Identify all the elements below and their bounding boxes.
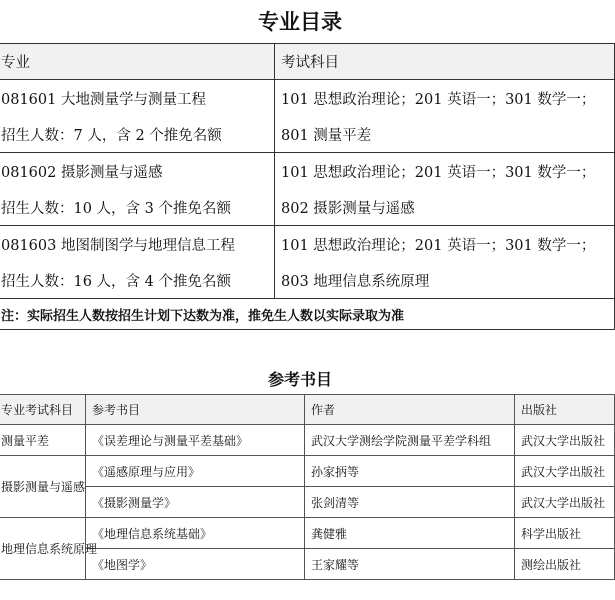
reference-books-table <box>0 394 615 580</box>
note-row <box>0 299 615 330</box>
exam-special: 801 测量平差 <box>275 116 615 153</box>
author-cell: 龚健雅 <box>305 518 515 549</box>
subject-cell: 测量平差 <box>0 425 86 456</box>
publisher-cell: 武汉大学出版社 <box>515 456 615 487</box>
table-row <box>0 456 615 487</box>
major-name: 081601 大地测量学与测量工程 <box>0 80 275 117</box>
header-major: 专业 <box>0 44 275 80</box>
major-catalog-table <box>0 43 615 330</box>
book-cell: 《地图学》 <box>86 549 305 580</box>
table-row <box>0 80 615 117</box>
references-title: 参考书目 <box>267 370 332 389</box>
header-subject: 专业考试科目 <box>0 395 86 425</box>
table-row <box>0 487 615 518</box>
table-header-row <box>0 44 615 80</box>
author-cell: 武汉大学测绘学院测量平差学科组 <box>305 425 515 456</box>
catalog-note: 注：实际招生人数按招生计划下达数为准，推免生人数以实际录取为准 <box>0 299 615 330</box>
header-exam-subjects: 考试科目 <box>275 44 615 80</box>
header-author: 作者 <box>305 395 515 425</box>
author-cell: 孙家抦等 <box>305 456 515 487</box>
header-book: 参考书目 <box>86 395 305 425</box>
major-name: 081602 摄影测量与遥感 <box>0 153 275 190</box>
author-cell: 王家耀等 <box>305 549 515 580</box>
publisher-cell: 武汉大学出版社 <box>515 425 615 456</box>
book-cell: 《地理信息系统基础》 <box>86 518 305 549</box>
table-header-row <box>0 395 615 425</box>
publisher-cell: 测绘出版社 <box>515 549 615 580</box>
enrollment-quota: 招生人数：10 人，含 3 个推免名额 <box>0 189 275 226</box>
subject-cell: 地理信息系统原理 <box>0 518 86 580</box>
exam-common: 101 思想政治理论；201 英语一；301 数学一； <box>275 153 615 190</box>
enrollment-quota: 招生人数：7 人，含 2 个推免名额 <box>0 116 275 153</box>
table-row <box>0 189 615 226</box>
book-cell: 《误差理论与测量平差基础》 <box>86 425 305 456</box>
exam-common: 101 思想政治理论；201 英语一；301 数学一； <box>275 226 615 263</box>
major-name: 081603 地图制图学与地理信息工程 <box>0 226 275 263</box>
publisher-cell: 科学出版社 <box>515 518 615 549</box>
catalog-title: 专业目录 <box>258 10 342 34</box>
author-cell: 张剑清等 <box>305 487 515 518</box>
header-publisher: 出版社 <box>515 395 615 425</box>
table-row <box>0 226 615 263</box>
book-cell: 《遥感原理与应用》 <box>86 456 305 487</box>
table-row <box>0 425 615 456</box>
table-row <box>0 116 615 153</box>
exam-common: 101 思想政治理论；201 英语一；301 数学一； <box>275 80 615 117</box>
exam-special: 803 地理信息系统原理 <box>275 262 615 299</box>
exam-special: 802 摄影测量与遥感 <box>275 189 615 226</box>
book-cell: 《摄影测量学》 <box>86 487 305 518</box>
table-row <box>0 153 615 190</box>
publisher-cell: 武汉大学出版社 <box>515 487 615 518</box>
table-row <box>0 262 615 299</box>
table-row <box>0 518 615 549</box>
enrollment-quota: 招生人数：16 人，含 4 个推免名额 <box>0 262 275 299</box>
subject-cell: 摄影测量与遥感 <box>0 456 86 518</box>
